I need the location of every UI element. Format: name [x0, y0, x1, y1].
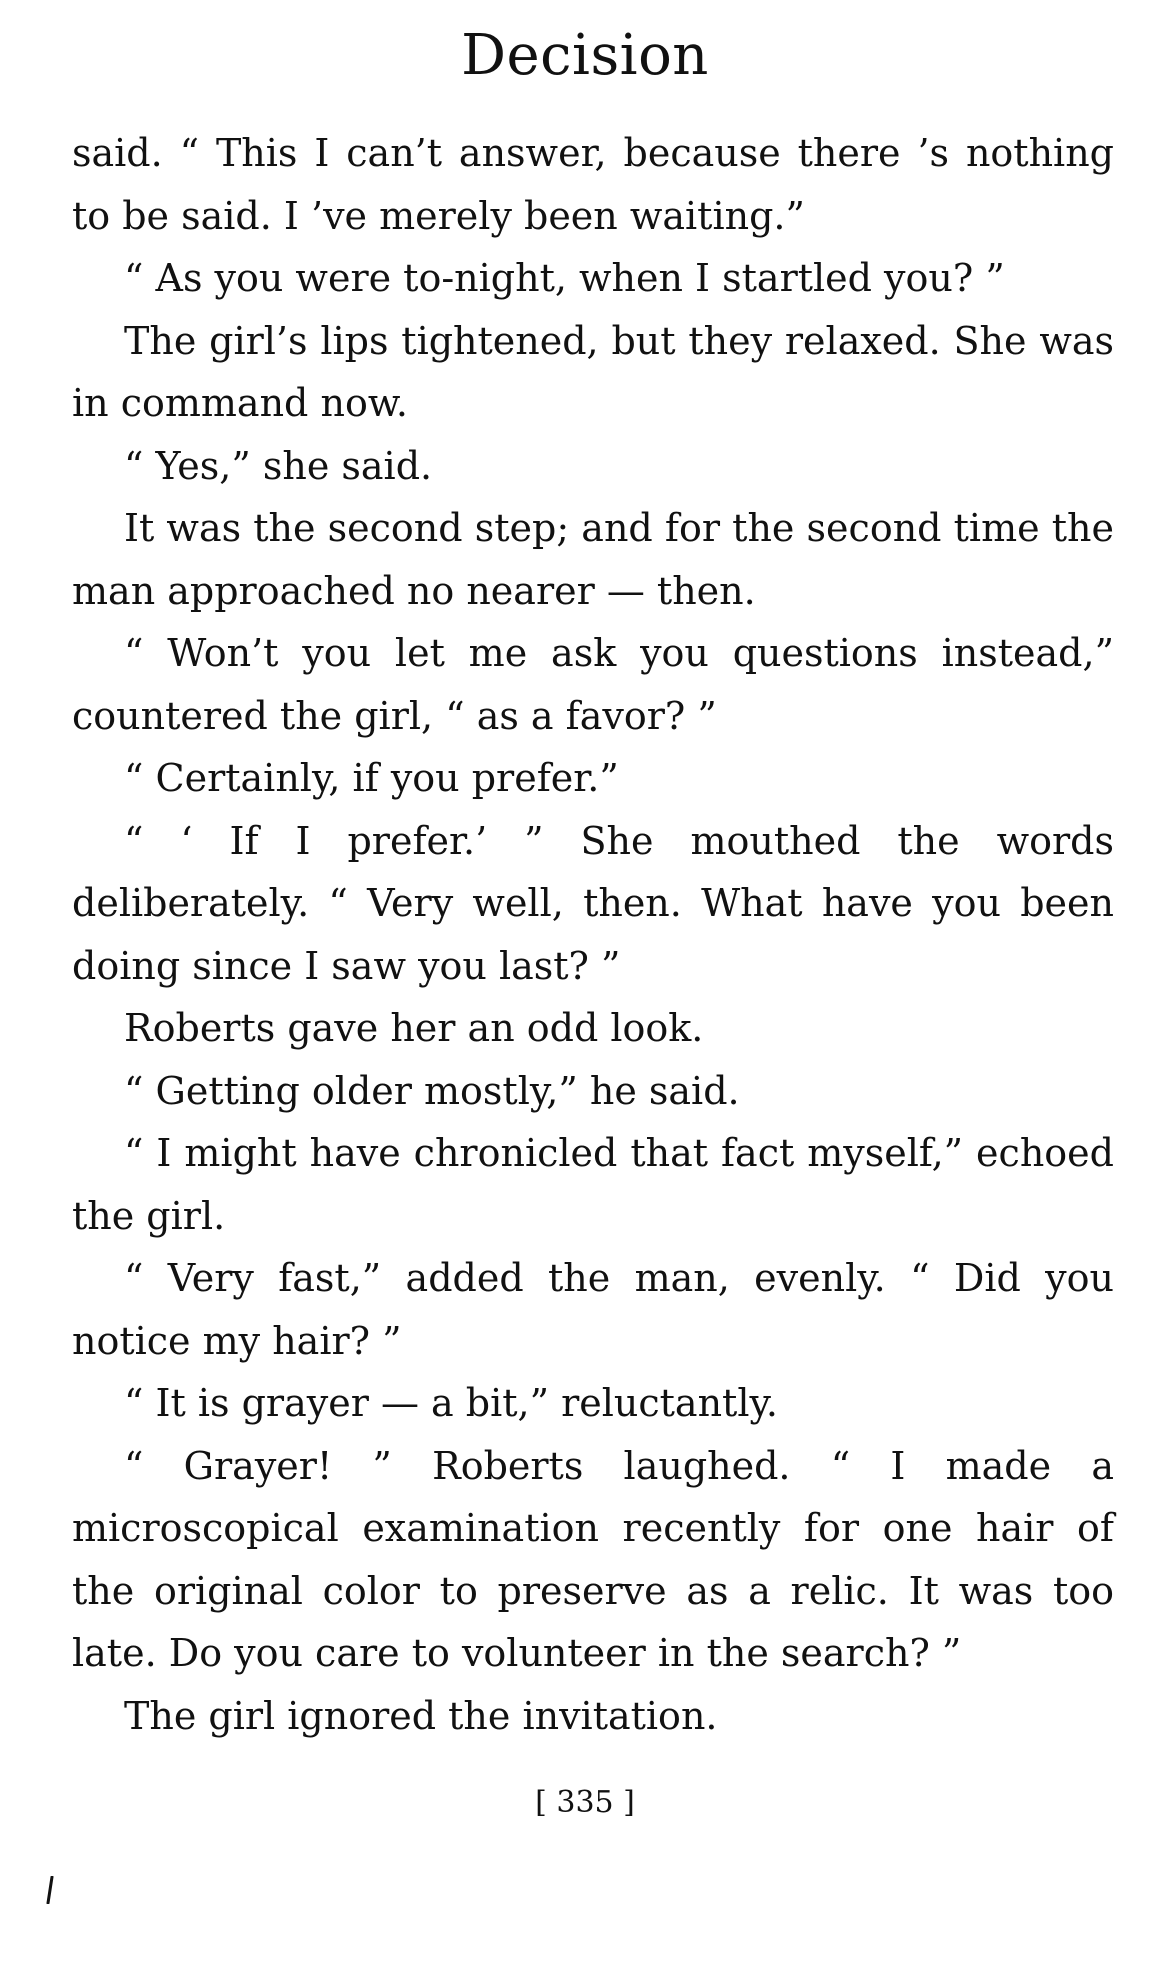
paragraph: The girl ignored the invitation. [124, 1693, 718, 1738]
paragraph: “ As you were to-night, when I startled you? ” [124, 256, 1005, 300]
body-text [72, 122, 1114, 1747]
paragraph: “ Grayer! ” Roberts laughed. “ I made a microscopical examination recently for one hair of the original color to preserve as a relic. It was too late. Do you care to volunteer in the search? ” [72, 1443, 1114, 1675]
paragraph-continuation: said. “ This I can’t answer, because there ’s nothing to be said. I ’ve merely been waiting.” [72, 131, 1114, 238]
paragraph: “ ‘ If I prefer.’ ” She mouthed the words deliberately. “ Very well, then. What have you been doing since I saw you last? ” [72, 818, 1114, 988]
paragraph: “ Getting older mostly,” he said. [124, 1068, 740, 1113]
paragraph: “ Certainly, if you prefer.” [124, 756, 619, 800]
paragraph: “ It is grayer — a bit,” reluctantly. [124, 1381, 778, 1425]
paragraph: “ Yes,” she said. [124, 443, 433, 488]
paragraph: It was the second step; and for the second time the man approached no nearer — then. [72, 506, 1114, 613]
paragraph: The girl’s lips tightened, but they relaxed. She was in command now. [72, 318, 1114, 425]
ink-mark [46, 1876, 54, 1904]
running-head: Decision [461, 23, 709, 88]
page-number: [ 335 ] [535, 1785, 635, 1820]
paragraph: “ Very fast,” added the man, evenly. “ Did you notice my hair? ” [72, 1256, 1114, 1363]
paragraph: “ Won’t you let me ask you questions instead,” countered the girl, “ as a favor? ” [72, 631, 1114, 738]
paragraph: Roberts gave her an odd look. [124, 1006, 704, 1050]
paragraph: “ I might have chronicled that fact myself,” echoed the girl. [72, 1131, 1114, 1238]
